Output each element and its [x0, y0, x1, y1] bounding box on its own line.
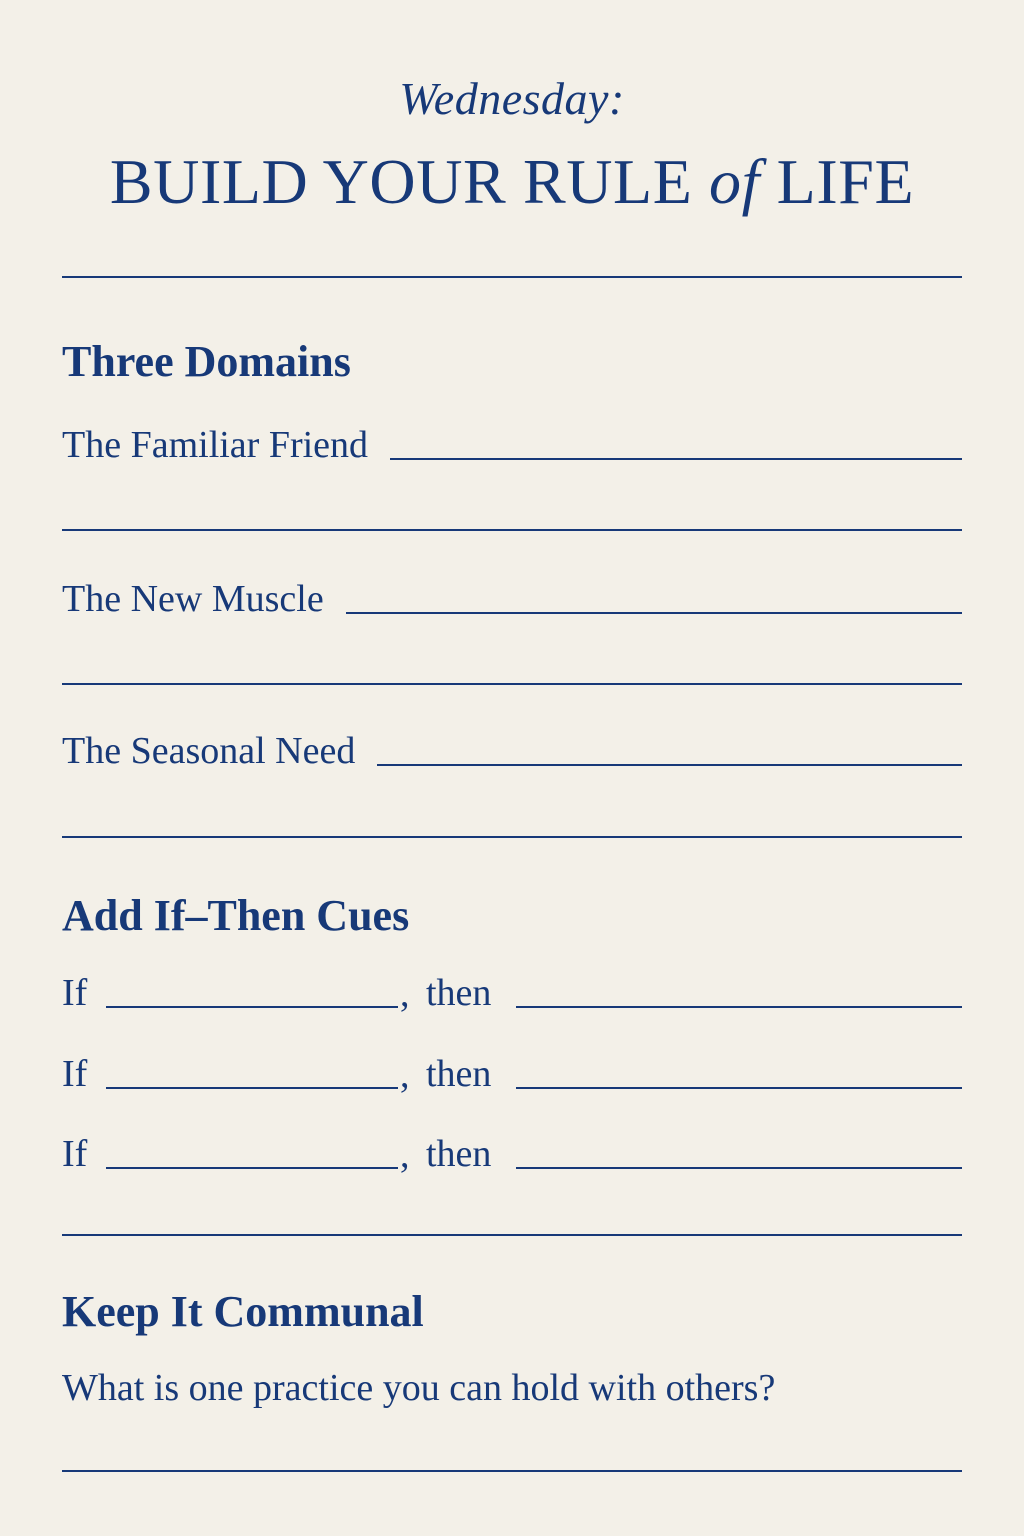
domains-heading: Three Domains: [62, 337, 351, 386]
domain-label: The New Muscle: [62, 578, 324, 620]
if-label: If: [62, 972, 88, 1014]
if-then-heading: Add If–Then Cues: [62, 891, 410, 940]
if-then-row: [62, 1049, 962, 1099]
title-part-2: LIFE: [776, 146, 915, 217]
domain-extra-line[interactable]: [62, 529, 962, 531]
domain-extra-line[interactable]: [62, 836, 962, 838]
if-then-comma: ,: [400, 1134, 410, 1176]
day-kicker: Wednesday:: [399, 73, 625, 124]
communal-question: What is one practice you can hold with others?: [62, 1367, 776, 1409]
if-then-extra-line[interactable]: [62, 1234, 962, 1236]
domain-extra-line[interactable]: [62, 683, 962, 685]
domain-row-familiar-friend: [62, 418, 962, 468]
then-label: then: [426, 972, 492, 1014]
if-label: If: [62, 1133, 88, 1175]
then-answer-line[interactable]: [516, 1086, 962, 1089]
domain-row-seasonal-need: [62, 724, 962, 774]
domain-label: The Seasonal Need: [62, 730, 356, 772]
then-label: then: [426, 1053, 492, 1095]
then-answer-line[interactable]: [516, 1005, 962, 1008]
if-then-row: [62, 968, 962, 1018]
domain-row-new-muscle: [62, 572, 962, 622]
title-part-1: BUILD YOUR RULE: [109, 146, 693, 217]
communal-heading: Keep It Communal: [62, 1287, 424, 1336]
page-title: [0, 145, 1024, 219]
domain-answer-line[interactable]: [346, 611, 962, 614]
if-label: If: [62, 1053, 88, 1095]
if-answer-line[interactable]: [106, 1166, 398, 1169]
if-answer-line[interactable]: [106, 1086, 398, 1089]
if-then-row: [62, 1129, 962, 1179]
domain-label: The Familiar Friend: [62, 424, 369, 466]
communal-answer-line[interactable]: [62, 1470, 962, 1472]
then-label: then: [426, 1133, 492, 1175]
if-then-comma: ,: [400, 973, 410, 1015]
if-answer-line[interactable]: [106, 1005, 398, 1008]
domain-answer-line[interactable]: [390, 457, 962, 460]
title-divider: [62, 276, 962, 278]
title-of: of: [709, 146, 761, 217]
then-answer-line[interactable]: [516, 1166, 962, 1169]
if-then-comma: ,: [400, 1054, 410, 1096]
domain-answer-line[interactable]: [377, 763, 962, 766]
